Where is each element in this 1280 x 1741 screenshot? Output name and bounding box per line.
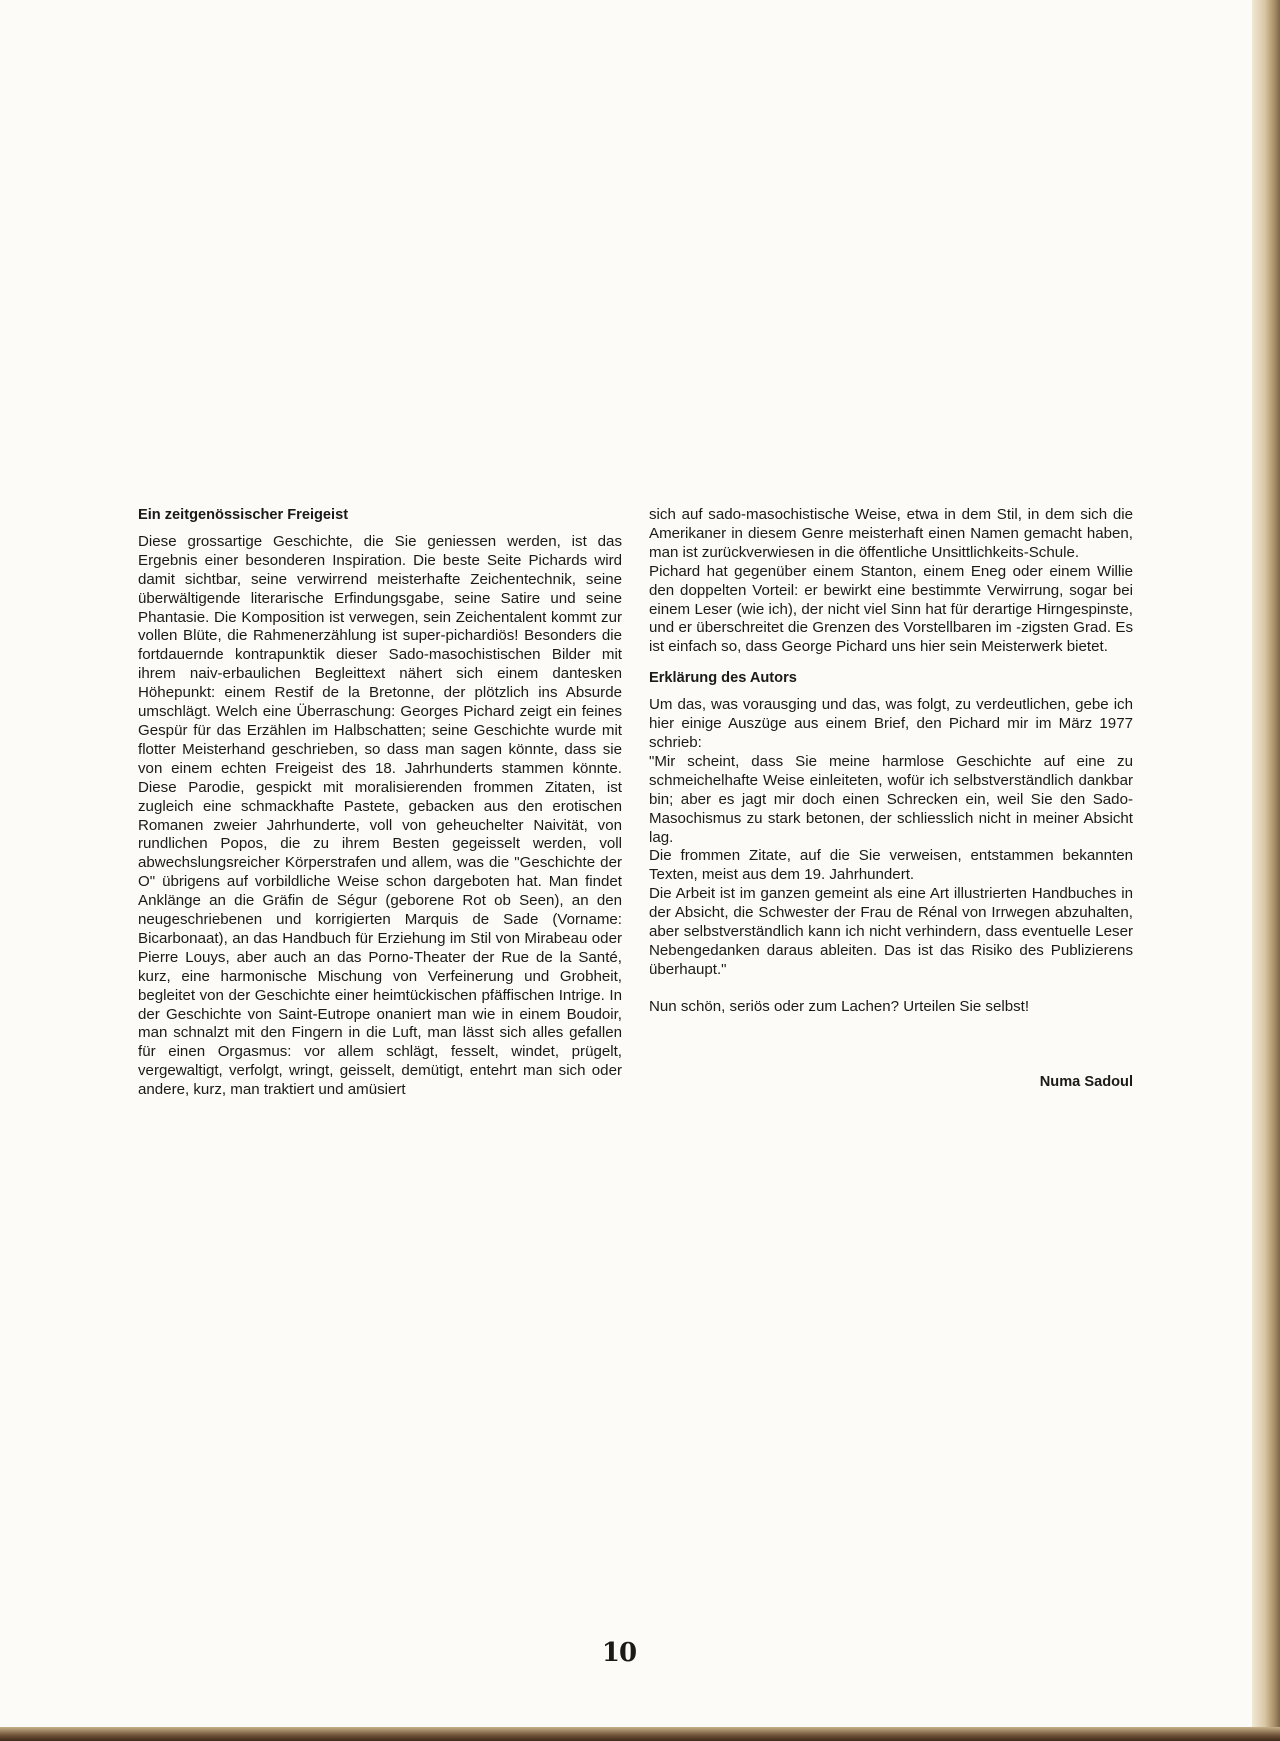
author-signature: Numa Sadoul xyxy=(1039,1073,1133,1090)
body-paragraph: sich auf sado-masochistische Weise, etwa in dem Stil, in dem sich die Amerikaner in diesem Genre meisterhaft einen Namen gemacht haben, man ist zurückverwiesen in die öffentliche Unsittlichkeits-Schule. xyxy=(649,506,1133,561)
right-column xyxy=(649,506,1133,1092)
body-paragraph: Um das, was vorausging und das, was folgt, zu verdeutlichen, gebe ich hier einige Auszüge aus einem Brief, den Pichard mir im März 1977 schrieb: xyxy=(649,696,1133,751)
letter-quote: Die Arbeit ist im ganzen gemeint als eine Art illustrierten Handbuches in der Absicht, die Schwester der Frau de Rénal von Irrwegen abzuhalten, aber selbstverständlich kann ich nicht verhindern, dass eventuelle Leser Nebengedanken daraus ableiten. Das ist das Risiko des Publizierens überhaupt." xyxy=(649,885,1133,978)
bottom-edge xyxy=(0,1727,1280,1741)
letter-quote: "Mir scheint, dass Sie meine harmlose Geschichte auf eine zu schmeichelhafte Weise einleiteten, wofür ich selbstverständlich dankbar bin; aber es jagt mir doch einen Schrecken ein, weil Sie den Sado-Masochismus zu stark betonen, der schliesslich nicht in meiner Absicht lag. xyxy=(649,752,1133,846)
letter-quote: Die frommen Zitate, auf die Sie verweisen, entstammen bekannten Texten, meist aus dem 19. Jahrhundert. xyxy=(649,847,1133,884)
section-heading-freigeist: Ein zeitgenössischer Freigeist xyxy=(138,507,349,523)
section-heading-erklaerung: Erklärung des Autors xyxy=(649,670,797,687)
body-paragraph: Diese grossartige Geschichte, die Sie geniessen werden, ist das Ergebnis einer besonderen Inspiration. Die beste Seite Pichards wird damit sichtbar, seine verwirrend meisterhafte Zeichentechnik, seine überwältigende literarische Erfindungsgabe, seine Satire und seine Phantasie. Die Komposition ist verwegen, sein Zeichentalent kommt zur vollen Blüte, die Rahmenerzählung ist super-pichardiös! Besonders die fortdauernde kontrapunktik dieser Sado-masochistischen Bilder mit ihrem naiv-erbaulichen Begleittext nähert sich einem dantesken Höhepunkt: einem Restif de la Bretonne, der plötzlich ins Absurde umschlägt. Welch eine Überraschung: Georges Pichard zeigt ein feines Gespür für das Erzählen im Halbschatten; seine Geschichte wurde mit flotter Meisterhand geschrieben, so dass man sagen könnte, dass sie von einem echten Freigeist des 18. Jahrhunderts stammen könnte. Diese Parodie, gespickt mit moralisierenden frommen Zitaten, ist zugleich eine schmackhafte Pastete, gebacken aus den erotischen Romanen zweier Jahrhunderte, voll von geheuchelter Naivität, von rundlichen Popos, die zu ihrem Besten gegeisselt werden, voll abwechslungsreicher Körperstrafen und allem, was die "Geschichte der O" übrigens auf vorbildliche Weise schon dargeboten hat. Man findet Anklänge an die Gräfin de Ségur (geborene Rot ob Seen), an den neugeschriebenen und korrigierten Marquis de Sade (Vorname: Bicarbonaat), an das Handbuch für Erziehung im Stil von Mirabeau oder Pierre Louys, aber auch an das Porno-Theater der Rue de la Santé, kurz, eine harmonische Mischung von Verfeinerung und Grobheit, begleitet von der Geschichte einer heimtückischen pfäffischen Intrige. In der Geschichte von Saint-Eutrope onaniert man wie in einem Boudoir, man schnalzt mit den Fingern in die Luft, man lässt sich alles gefallen für einen Orgasmus: vor allem schlägt, fesselt, windet, prügelt, vergewaltigt, verfolgt, wringt, geisselt, demütigt, entehrt man sich oder andere, kurz, man traktiert und amüsiert xyxy=(138,532,622,1099)
closing-line: Nun schön, seriös oder zum Lachen? Urteilen Sie selbst! xyxy=(649,997,1030,1015)
left-column xyxy=(138,506,622,1100)
body-paragraph: Pichard hat gegenüber einem Stanton, einem Eneg oder einem Willie den doppelten Vorteil: er bewirkt eine bestimmte Verwirrung, sogar bei einem Leser (wie ich), der nicht viel Sinn hat für derartige Hirngespinste, und er überschreitet die Grenzen des Vorstellbaren im -zigsten Grad. Es ist einfach so, dass George Pichard uns hier sein Meisterwerk bietet. xyxy=(649,562,1133,656)
page-number: 10 xyxy=(601,1638,637,1668)
page-edge xyxy=(1252,0,1280,1741)
